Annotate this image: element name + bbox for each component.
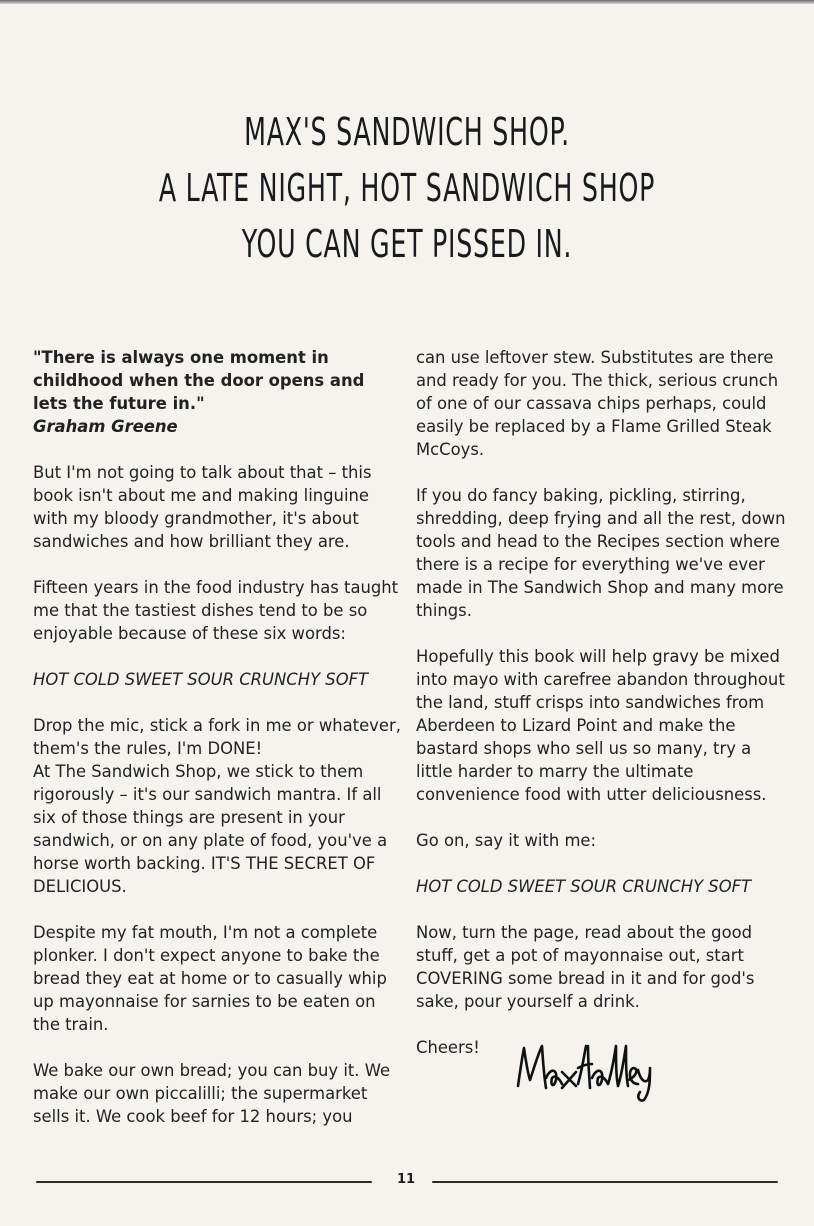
footer-rule-left	[36, 1181, 372, 1183]
signature	[512, 1034, 692, 1104]
paragraph-part: Drop the mic, stick a fork in me or whatever, them's the rules, I'm DONE!	[33, 716, 401, 758]
paragraph: Despite my fat mouth, I'm not a complete plonker. I don't expect anyone to bake the bread they eat at home or to casually whip up mayonnaise for sarnies to be eaten on the train.	[33, 923, 387, 1034]
paragraph: Fifteen years in the food industry has taught me that the tastiest dishes tend to be so enjoyable because of these six words:	[33, 578, 399, 643]
paragraph: Hopefully this book will help gravy be mixed into mayo with carefree abandon throughout the land, stuff crisps into sandwiches from Aberdeen to Lizard Point and make the bastard shops who sell us so many, try a little harder to marry the ultimate convenience food with utter deliciousness.	[416, 647, 785, 804]
paragraph-part: At The Sandwich Shop, we stick to them rigorously – it's our sandwich mantra. If all six of those things are present in your sandwich, or on any plate of food, you've a horse worth backing. IT'S THE SECRET OF DELICIOUS.	[33, 762, 388, 896]
title-line-3: YOU CAN GET PISSED IN.	[241, 222, 573, 266]
page-top-edge	[0, 0, 814, 4]
page-title	[0, 104, 814, 272]
signoff: Cheers!	[416, 1038, 480, 1057]
six-words: HOT COLD SWEET SOUR CRUNCHY SOFT	[33, 670, 369, 689]
title-line-2: A LATE NIGHT, HOT SANDWICH SHOP	[158, 166, 656, 210]
six-words: HOT COLD SWEET SOUR CRUNCHY SOFT	[416, 877, 752, 896]
footer-rule-right	[432, 1181, 778, 1183]
paragraph: can use leftover stew. Substitutes are there and ready for you. The thick, serious crunch of one of our cassava chips perhaps, could easily be replaced by a Flame Grilled Steak McCoys.	[416, 348, 779, 459]
paragraph: Go on, say it with me:	[416, 831, 597, 850]
paragraph: Now, turn the page, read about the good stuff, get a pot of mayonnaise out, start COVERING some bread in it and for god's sake, pour yourself a drink.	[416, 923, 755, 1011]
paragraph: But I'm not going to talk about that – this book isn't about me and making linguine with my bloody grandmother, it's about sandwiches and how brilliant they are.	[33, 463, 372, 551]
left-column	[33, 346, 401, 1151]
paragraph: If you do fancy baking, pickling, stirring, shredding, deep frying and all the rest, down tools and head to the Recipes section where there is a recipe for everything we've ever made in The Sandwich Shop and many more things.	[416, 486, 786, 620]
paragraph	[33, 714, 401, 898]
epigraph-author: Graham Greene	[33, 417, 178, 436]
page-footer	[0, 1166, 814, 1190]
signoff-row	[416, 1036, 788, 1086]
right-column	[416, 346, 788, 1086]
paragraph: We bake our own bread; you can buy it. We make our own piccalilli; the supermarket sells it. We cook beef for 12 hours; you	[33, 1061, 391, 1126]
epigraph-quote: "There is always one moment in childhood when the door opens and lets the future in."	[33, 348, 365, 413]
epigraph	[33, 346, 401, 438]
title-line-1: MAX'S SANDWICH SHOP.	[244, 110, 570, 154]
page-number: 11	[396, 1172, 416, 1187]
